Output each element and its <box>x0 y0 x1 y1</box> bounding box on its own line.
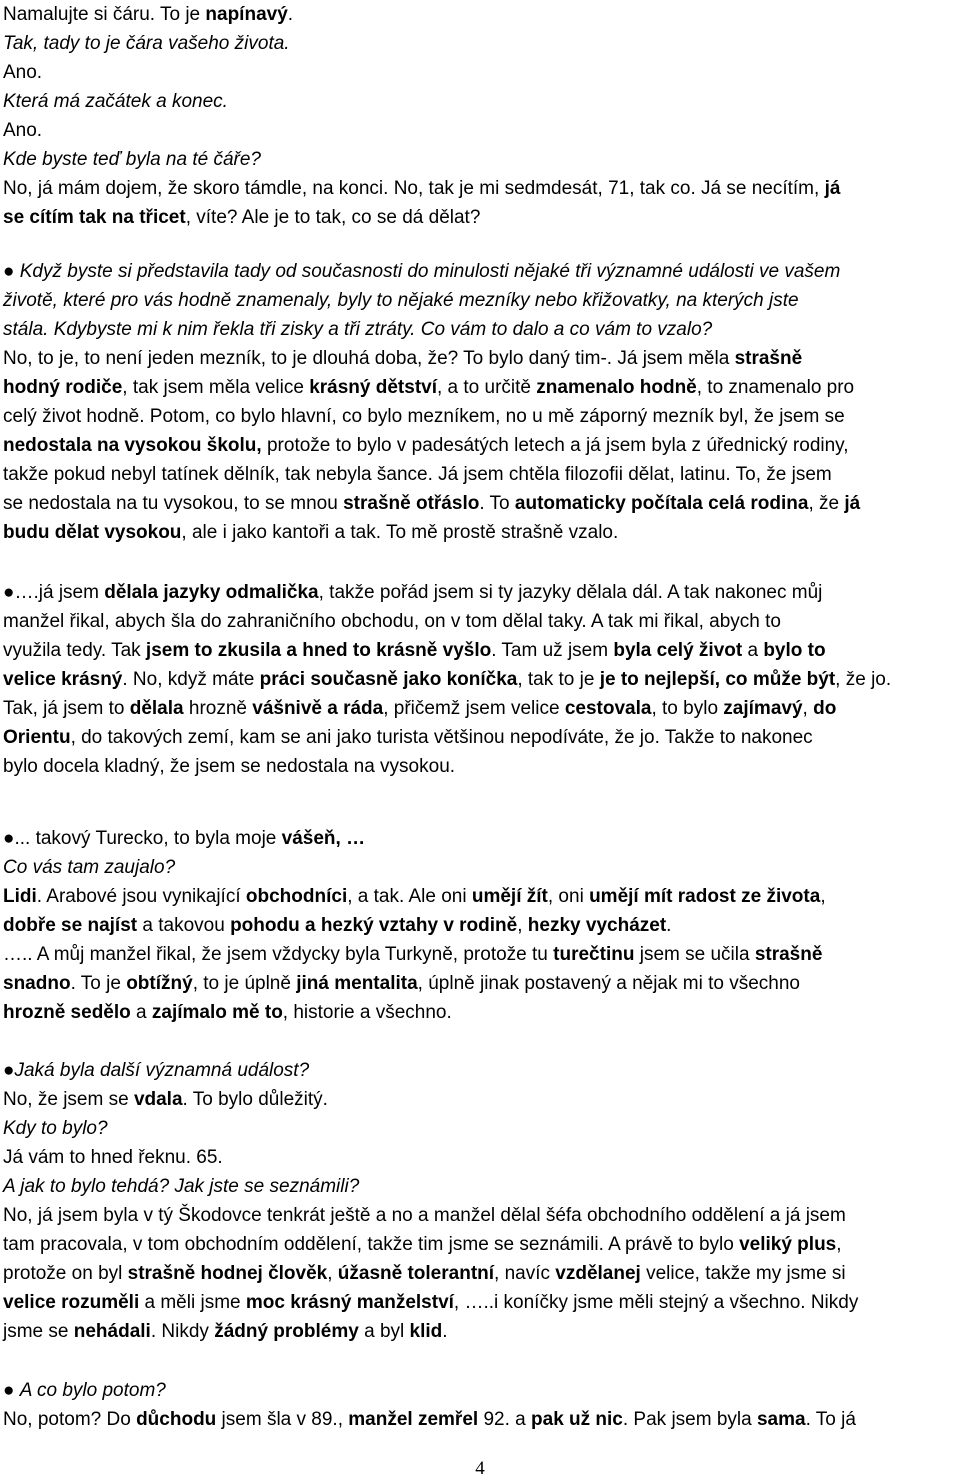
bold-run: já <box>844 493 861 514</box>
text-run: , to je úplně <box>192 973 297 994</box>
text-run: protože to bylo v padesátých letech a já jsem byla z úřednický rodiny, <box>261 435 849 456</box>
bold-run: nedostala na vysokou školu, <box>3 435 262 456</box>
text-run: , přičemž jsem velice <box>383 698 565 719</box>
text-line <box>3 373 957 402</box>
text-run: . <box>666 915 672 936</box>
text-run: , tak jsem měla velice <box>122 377 310 398</box>
text-line <box>3 578 957 607</box>
text-line <box>3 882 957 911</box>
text-run: No, potom? Do <box>3 1409 137 1430</box>
text-line <box>3 1376 957 1405</box>
bold-run: cestovala <box>564 698 652 719</box>
text-run: . To je <box>70 973 127 994</box>
bold-run: hrozně sedělo <box>3 1002 131 1023</box>
italic-run: ● Když byste si představila tady od současnosti do minulosti nějaké tři významné události ve vašem <box>3 261 841 282</box>
page-number: 4 <box>475 1458 485 1479</box>
text-run: ….. A můj manžel řikal, že jsem vždycky byla Turkyně, protože tu <box>3 944 554 965</box>
text-run: . To bylo důležitý. <box>182 1089 328 1110</box>
text-line <box>3 29 957 58</box>
text-run: a takovou <box>137 915 231 936</box>
bold-run: žádný problémy <box>214 1321 359 1342</box>
text-line <box>3 1085 957 1114</box>
bold-run: Orientu <box>3 727 71 748</box>
text-line <box>3 911 957 940</box>
text-run: , víte? Ale je to tak, co se dá dělat? <box>185 207 481 228</box>
text-run: No, že jsem se <box>3 1089 134 1110</box>
text-line <box>3 752 957 781</box>
text-run: protože on byl <box>3 1263 128 1284</box>
text-line <box>3 174 957 203</box>
text-run: , a to určitě <box>437 377 537 398</box>
text-line <box>3 460 957 489</box>
text-run: . To <box>479 493 515 514</box>
bold-run: napínavý <box>205 4 288 25</box>
bold-run: automaticky počítala celá rodina <box>514 493 809 514</box>
text-run: ● <box>3 1380 20 1401</box>
bold-run: se cítím tak na třicet <box>3 207 186 228</box>
bold-run: velice krásný <box>3 669 123 690</box>
text-line <box>3 116 957 145</box>
text-run: . Arabové jsou vynikající <box>36 886 246 907</box>
italic-run: životě, které pro vás hodně znamenaly, byly to nějaké mezníky nebo křižovatky, na kterých jste <box>3 290 799 311</box>
bold-run: klid <box>409 1321 443 1342</box>
text-run: využila tedy. Tak <box>3 640 146 661</box>
text-run: Tak, já jsem to <box>3 698 130 719</box>
italic-run: A co bylo potom? <box>19 1380 166 1401</box>
paragraph-turkey <box>3 824 957 1027</box>
bold-run: dobře se najíst <box>3 915 138 936</box>
bold-run: umějí žít <box>471 886 548 907</box>
bold-run: hezky vycházet <box>527 915 667 936</box>
text-run: 92. a <box>478 1409 532 1430</box>
text-run: , <box>517 915 528 936</box>
text-run: , to znamenalo pro <box>696 377 855 398</box>
bold-run: pohodu a hezký vztahy v rodině <box>230 915 518 936</box>
text-run: , tak to je <box>517 669 600 690</box>
text-run: . To já <box>805 1409 856 1430</box>
text-run: No, já mám dojem, že skoro támdle, na konci. No, tak je mi sedmdesát, 71, tak co. Já se necítím, <box>3 178 825 199</box>
text-run: , …..i koníčky jsme měli stejný a všechno. Nikdy <box>453 1292 859 1313</box>
text-line <box>3 723 957 752</box>
text-run: hrozně <box>183 698 253 719</box>
bold-run: veliký plus <box>739 1234 837 1255</box>
bold-run: vášnivě a ráda <box>252 698 384 719</box>
text-run: jsme se <box>3 1321 74 1342</box>
text-line <box>3 1172 957 1201</box>
text-line <box>3 489 957 518</box>
bold-run: důchodu <box>136 1409 217 1430</box>
bold-run: strašně <box>754 944 823 965</box>
text-run: , oni <box>547 886 590 907</box>
bold-run: umějí mít radost ze života <box>589 886 821 907</box>
italic-run: stála. Kdybyste mi k nim řekla tři zisky a tři ztráty. Co vám to dalo a co vám to vzalo? <box>3 319 713 340</box>
bold-run: sama <box>756 1409 806 1430</box>
text-line <box>3 1143 957 1172</box>
bold-run: strašně hodnej člověk <box>127 1263 328 1284</box>
text-line <box>3 1230 957 1259</box>
text-line <box>3 694 957 723</box>
text-line <box>3 1405 957 1434</box>
text-run: , že jo. <box>835 669 892 690</box>
text-run: jsem šla v 89., <box>216 1409 349 1430</box>
text-run: . Pak jsem byla <box>622 1409 757 1430</box>
bold-run: do <box>813 698 837 719</box>
bold-run: strašně otřáslo <box>343 493 480 514</box>
text-line <box>3 1201 957 1230</box>
bold-run: nehádali <box>73 1321 151 1342</box>
italic-run: A jak to bylo tehdá? Jak jste se seznámili? <box>3 1176 360 1197</box>
paragraph-events <box>3 257 957 547</box>
text-line <box>3 998 957 1027</box>
text-line <box>3 145 957 174</box>
text-run: ●….já jsem <box>3 582 105 603</box>
bold-run: Lidi <box>3 886 37 907</box>
paragraph-marriage <box>3 1056 957 1346</box>
text-run: No, to je, to není jeden mezník, to je dlouhá doba, že? To bylo daný tim-. Já jsem měla <box>3 348 735 369</box>
text-line <box>3 1259 957 1288</box>
text-run: Já vám to hned řeknu. 65. <box>3 1147 223 1168</box>
bold-run: velice rozuměli <box>3 1292 140 1313</box>
text-run: ● <box>3 1060 15 1081</box>
text-run: bylo docela kladný, že jsem se nedostala na vysokou. <box>3 756 456 777</box>
text-line <box>3 1288 957 1317</box>
text-line <box>3 824 957 853</box>
bold-run: snadno <box>3 973 71 994</box>
bold-run: hodný rodiče <box>3 377 123 398</box>
text-run: manžel řikal, abych šla do zahraničního obchodu, on v tom dělal taky. A tak mi řikal, abych to <box>3 611 781 632</box>
bold-run: manžel zemřel <box>348 1409 479 1430</box>
text-run: , úplně jinak postavený a nějak mi to všechno <box>417 973 800 994</box>
text-line <box>3 1056 957 1085</box>
bold-run: obchodníci <box>245 886 348 907</box>
bold-run: já <box>824 178 841 199</box>
text-run: . Tam už jsem <box>491 640 614 661</box>
bold-run: krásný dětství <box>309 377 437 398</box>
bold-run: jsem to zkusila a hned to krásně vyšlo <box>145 640 492 661</box>
text-run: jsem se učila <box>634 944 755 965</box>
text-run: , historie a všechno. <box>282 1002 452 1023</box>
text-line <box>3 607 957 636</box>
text-line <box>3 344 957 373</box>
text-line <box>3 315 957 344</box>
text-line <box>3 518 957 547</box>
text-run: celý život hodně. Potom, co bylo hlavní, co bylo mezníkem, no u mě záporný mezník byl, že jsem se <box>3 406 845 427</box>
text-run: , navíc <box>494 1263 556 1284</box>
text-run: , <box>836 1234 842 1255</box>
text-run: a byl <box>358 1321 410 1342</box>
paragraph-intro <box>3 0 957 232</box>
text-run: ●... takový Turecko, to byla moje <box>3 828 282 849</box>
text-run: a <box>742 640 764 661</box>
bold-run: budu dělat vysokou <box>3 522 182 543</box>
text-run: Namalujte si čáru. To je <box>3 4 206 25</box>
text-line <box>3 58 957 87</box>
bold-run: pak už nic <box>531 1409 623 1430</box>
text-line <box>3 636 957 665</box>
text-run: . <box>287 4 294 25</box>
italic-run: Kdy to bylo? <box>3 1118 108 1139</box>
text-run: a <box>130 1002 152 1023</box>
italic-run: Která má začátek a konec. <box>3 91 228 112</box>
bold-run: vášeň, … <box>281 828 366 849</box>
paragraph-afterwards <box>3 1376 957 1434</box>
bold-run: jiná mentalita <box>296 973 418 994</box>
text-run: se nedostala na tu vysokou, to se mnou <box>3 493 344 514</box>
text-line <box>3 665 957 694</box>
italic-run: Co vás tam zaujalo? <box>3 857 176 878</box>
bold-run: je to nejlepší, co může být <box>599 669 836 690</box>
text-run: tam pracovala, v tom obchodním oddělení, takže tim jsme se seznámili. A právě to bylo <box>3 1234 740 1255</box>
text-run: , že <box>808 493 845 514</box>
italic-run: Kde byste teď byla na té čáře? <box>3 149 261 170</box>
bold-run: byla celý život <box>613 640 743 661</box>
text-line <box>3 969 957 998</box>
text-run: takže pokud nebyl tatínek dělník, tak nebyla šance. Já jsem chtěla filozofii dělat, latinu. To, že jsem <box>3 464 832 485</box>
text-line <box>3 257 957 286</box>
text-run: , do takových zemí, kam se ani jako turista většinou nepodíváte, že jo. Takže to nakonec <box>70 727 813 748</box>
bold-run: zajímalo mě to <box>151 1002 283 1023</box>
bold-run: obtížný <box>126 973 193 994</box>
text-run: , <box>802 698 814 719</box>
bold-run: dělala jazyky odmalička <box>104 582 319 603</box>
text-line <box>3 286 957 315</box>
bold-run: turečtinu <box>553 944 635 965</box>
text-run: velice, takže my jsme si <box>640 1263 846 1284</box>
text-line <box>3 1317 957 1346</box>
text-run: , <box>327 1263 338 1284</box>
text-run: . <box>442 1321 448 1342</box>
text-run: , to bylo <box>651 698 724 719</box>
text-line <box>3 87 957 116</box>
text-run: , a tak. Ale oni <box>347 886 472 907</box>
bold-run: dělala <box>129 698 184 719</box>
italic-run: Tak, tady to je čára vašeho života. <box>3 33 290 54</box>
text-line <box>3 402 957 431</box>
text-run: , takže pořád jsem si ty jazyky dělala dál. A tak nakonec můj <box>318 582 823 603</box>
text-line <box>3 853 957 882</box>
text-run: Ano. <box>3 120 43 141</box>
text-run: . No, když máte <box>122 669 260 690</box>
text-run: , ale i jako kantoři a tak. To mě prostě strašně vzalo. <box>181 522 619 543</box>
text-run: No, já jsem byla v tý Škodovce tenkrát ještě a no a manžel dělal šéfa obchodního oddělení a já jsem <box>3 1205 846 1226</box>
text-line <box>3 203 957 232</box>
text-run: Ano. <box>3 62 43 83</box>
text-line <box>3 1114 957 1143</box>
paragraph-languages <box>3 578 957 781</box>
text-run: , <box>820 886 826 907</box>
text-run: a měli jsme <box>139 1292 246 1313</box>
bold-run: znamenalo hodně <box>536 377 697 398</box>
bold-run: zajímavý <box>723 698 803 719</box>
bold-run: strašně <box>734 348 803 369</box>
text-line <box>3 0 957 29</box>
text-run: . Nikdy <box>150 1321 215 1342</box>
bold-run: bylo to <box>763 640 826 661</box>
bold-run: vzdělanej <box>555 1263 641 1284</box>
bold-run: vdala <box>133 1089 183 1110</box>
bold-run: práci současně jako koníčka <box>259 669 518 690</box>
bold-run: moc krásný manželství <box>245 1292 454 1313</box>
text-line <box>3 940 957 969</box>
bold-run: úžasně tolerantní <box>337 1263 495 1284</box>
italic-run: Jaká byla další významná událost? <box>14 1060 310 1081</box>
text-line <box>3 431 957 460</box>
